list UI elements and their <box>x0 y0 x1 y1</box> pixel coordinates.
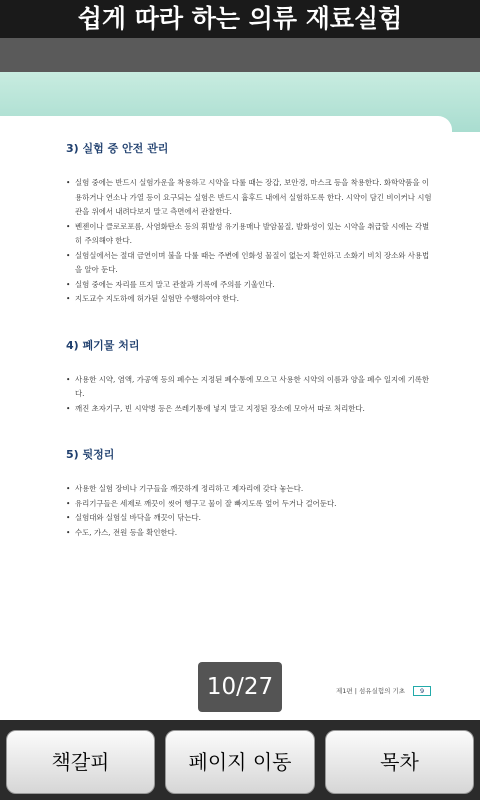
goto-page-button[interactable]: 페이지 이동 <box>165 730 315 794</box>
section-heading: 3) 실험 중 안전 관리 <box>66 142 169 155</box>
header-stripe <box>0 38 480 72</box>
list-item: • 수도, 가스, 전원 등을 확인한다. <box>66 526 434 541</box>
app-title: 쉽게 따라 하는 의류 재료실험 <box>77 4 403 33</box>
section-heading: 4) 폐기물 처리 <box>66 338 140 352</box>
list-item: • 지도교수 지도하에 허가된 실험만 수행하여야 한다. <box>66 292 434 307</box>
list-item: • 실험실에서는 절대 금연이며 불을 다룰 때는 주변에 인화성 물질이 없는지 확인하고 소화기 비치 장소와 사용법을 알아 둔다. <box>66 249 434 278</box>
list-item: • 벤젠이나 클로로포름, 사염화탄소 등의 휘발성 유기용매나 발암물질, 발화성이 있는 시약을 취급할 시에는 각별히 주의해야 한다. <box>66 220 434 249</box>
page-footer <box>336 686 431 696</box>
section-cleanup <box>66 446 434 540</box>
page-content <box>66 140 434 570</box>
section-waste <box>66 337 434 417</box>
section-heading: 5) 뒷정리 <box>66 448 115 461</box>
section-safety <box>66 140 434 307</box>
bullet-list <box>66 373 434 417</box>
list-item: • 실험대와 실험실 바닥을 깨끗이 닦는다. <box>66 511 434 526</box>
bullet-list <box>66 176 434 307</box>
app-title-bar <box>0 0 480 38</box>
list-item: • 사용한 시약, 염액, 가공액 등의 폐수는 지정된 폐수통에 모으고 사용한 시약의 이름과 양을 폐수 일지에 기록한다. <box>66 373 434 402</box>
page-number: 9 <box>413 686 431 696</box>
list-item: • 실험 중에는 자리를 뜨지 말고 관찰과 기록에 주의를 기울인다. <box>66 278 434 293</box>
list-item: • 유리기구들은 세제로 깨끗이 씻어 헹구고 물이 잘 빠지도록 엎어 두거나 걸어둔다. <box>66 497 434 512</box>
bookmark-button[interactable]: 책갈피 <box>6 730 155 794</box>
list-item: • 실험 중에는 반드시 실험가운을 착용하고 시약을 다룰 때는 장갑, 보안경, 마스크 등을 착용한다. 화학약품을 이용하거나 연소나 가열 등이 요구되는 실험은 반드시 흄후드 내에서 실험하도록 한다. 시약이 담긴 비이커나 시험관을 위에서 내려다보지 말고 측면에서 관찰한다. <box>66 176 434 220</box>
list-item: • 사용한 실험 장비나 기구들을 깨끗하게 정리하고 제자리에 갖다 놓는다. <box>66 482 434 497</box>
bullet-list <box>66 482 434 540</box>
toc-button[interactable]: 목차 <box>325 730 474 794</box>
book-page-edge <box>452 132 480 716</box>
page-counter: 10/27 <box>198 662 282 712</box>
list-item: • 깨진 초자기구, 빈 시약병 등은 쓰레기통에 넣지 말고 지정된 장소에 모아서 따로 처리한다. <box>66 402 434 417</box>
chapter-label: 제1편 | 섬유실험의 기초 <box>336 687 406 695</box>
